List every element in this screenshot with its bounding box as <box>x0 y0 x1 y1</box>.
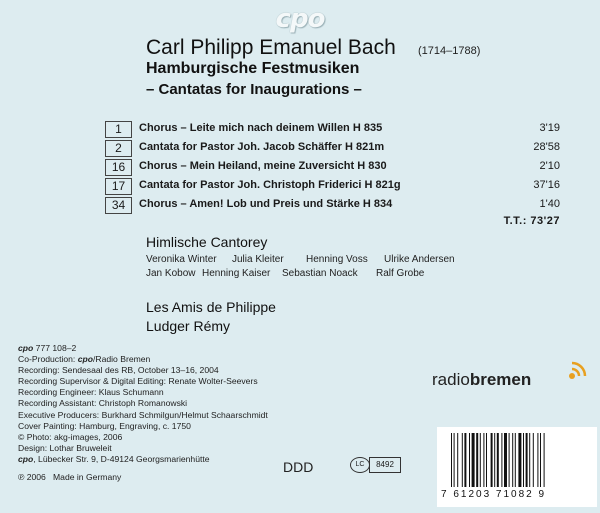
ensemble-name: Les Amis de Philippe <box>146 299 276 315</box>
made-in-text: Made in Germany <box>53 472 122 483</box>
singer-name: Jan Kobow <box>146 268 196 279</box>
cpo-mark: cpo <box>18 453 34 464</box>
track-title: Chorus – Leite mich nach deinem Willen H 835 <box>139 122 383 134</box>
track-title: Cantata for Pastor Joh. Christoph Friderici H 821g <box>139 179 401 191</box>
album-title: Hamburgische Festmusiken <box>146 60 360 77</box>
composer-dates: (1714–1788) <box>418 45 481 57</box>
catalog-line <box>18 343 268 354</box>
track-number: 17 <box>105 178 132 195</box>
track-number: 16 <box>105 159 132 176</box>
catalog-number: 777 108–2 <box>35 343 77 353</box>
barcode-number: 7 61203 71082 9 <box>441 489 547 500</box>
cpo-mark: cpo <box>18 343 34 353</box>
address-line <box>18 454 268 465</box>
radio-word: radio <box>432 370 470 389</box>
track-title: Chorus – Amen! Lob und Preis und Stärke H 834 <box>139 198 393 210</box>
track-number: 1 <box>105 121 132 138</box>
label-code <box>350 455 406 475</box>
credit-line: Recording Assistant: Christoph Romanowski <box>18 398 188 409</box>
track-number: 2 <box>105 140 132 157</box>
track-row <box>105 178 560 195</box>
copyright-line <box>18 472 268 483</box>
credit-line: Design: Lothar Bruweleit <box>18 442 112 453</box>
credit-line: Executive Producers: Burkhard Schmilgun/Helmut Schaarschmidt <box>18 409 268 420</box>
lc-number: 8492 <box>369 457 401 473</box>
lc-prefix: LC <box>350 457 370 473</box>
conductor-name: Ludger Rémy <box>146 318 231 334</box>
barcode-bars <box>451 433 585 489</box>
singer-name: Veronika Winter <box>146 254 217 265</box>
ddd-label: DDD <box>283 459 314 475</box>
track-duration: 28'58 <box>533 141 560 153</box>
track-row <box>105 121 560 138</box>
cpo-mark: cpo <box>77 354 93 365</box>
credit-line: Cover Painting: Hamburg, Engraving, c. 1750 <box>18 420 191 431</box>
cpo-logo: cpo <box>275 4 325 34</box>
radio-bremen-wordmark <box>432 370 531 390</box>
radio-bremen-logo <box>430 360 585 400</box>
address-text: , Lübecker Str. 9, D-49124 Georgsmarienhütte <box>33 453 210 464</box>
radio-wave-icon <box>566 360 590 382</box>
track-duration: 3'19 <box>539 122 560 134</box>
credits-block <box>18 343 268 483</box>
credit-line: Recording Engineer: Klaus Schumann <box>18 387 164 398</box>
track-duration: 1'40 <box>539 198 560 210</box>
singer-name: Henning Kaiser <box>202 268 271 279</box>
coproduction-label: Co-Production: <box>18 354 78 365</box>
album-subtitle: – Cantatas for Inaugurations – <box>146 81 362 98</box>
singer-name: Ulrike Andersen <box>384 254 455 265</box>
bremen-word: bremen <box>469 370 532 389</box>
credit-line: Recording Supervisor & Digital Editing: Renate Wolter-Seevers <box>18 376 258 387</box>
track-number: 34 <box>105 197 132 214</box>
credit-line: Recording: Sendesaal des RB, October 13–16, 2004 <box>18 365 219 376</box>
track-title: Chorus – Mein Heiland, meine Zuversicht H 830 <box>139 160 387 172</box>
track-row <box>105 197 560 214</box>
credit-line: © Photo: akg-images, 2006 <box>18 431 123 442</box>
total-time: T.T.: 73'27 <box>503 215 560 227</box>
composer-name: Carl Philipp Emanuel Bach <box>146 36 396 59</box>
track-row <box>105 140 560 157</box>
track-row <box>105 159 560 176</box>
singer-name: Julia Kleiter <box>232 254 284 265</box>
track-duration: 2'10 <box>539 160 560 172</box>
track-duration: 37'16 <box>533 179 560 191</box>
track-title: Cantata for Pastor Joh. Jacob Schäffer H 821m <box>139 141 385 153</box>
singer-name: Ralf Grobe <box>376 268 425 279</box>
coproduction-line <box>18 354 268 365</box>
choir-name: Himlische Cantorey <box>146 234 268 250</box>
copyright-text: ℗ 2006 <box>18 472 46 483</box>
singer-name: Sebastian Noack <box>282 268 358 279</box>
singer-name: Henning Voss <box>306 254 368 265</box>
coproduction-partner: /Radio Bremen <box>93 354 151 365</box>
barcode <box>437 427 597 507</box>
